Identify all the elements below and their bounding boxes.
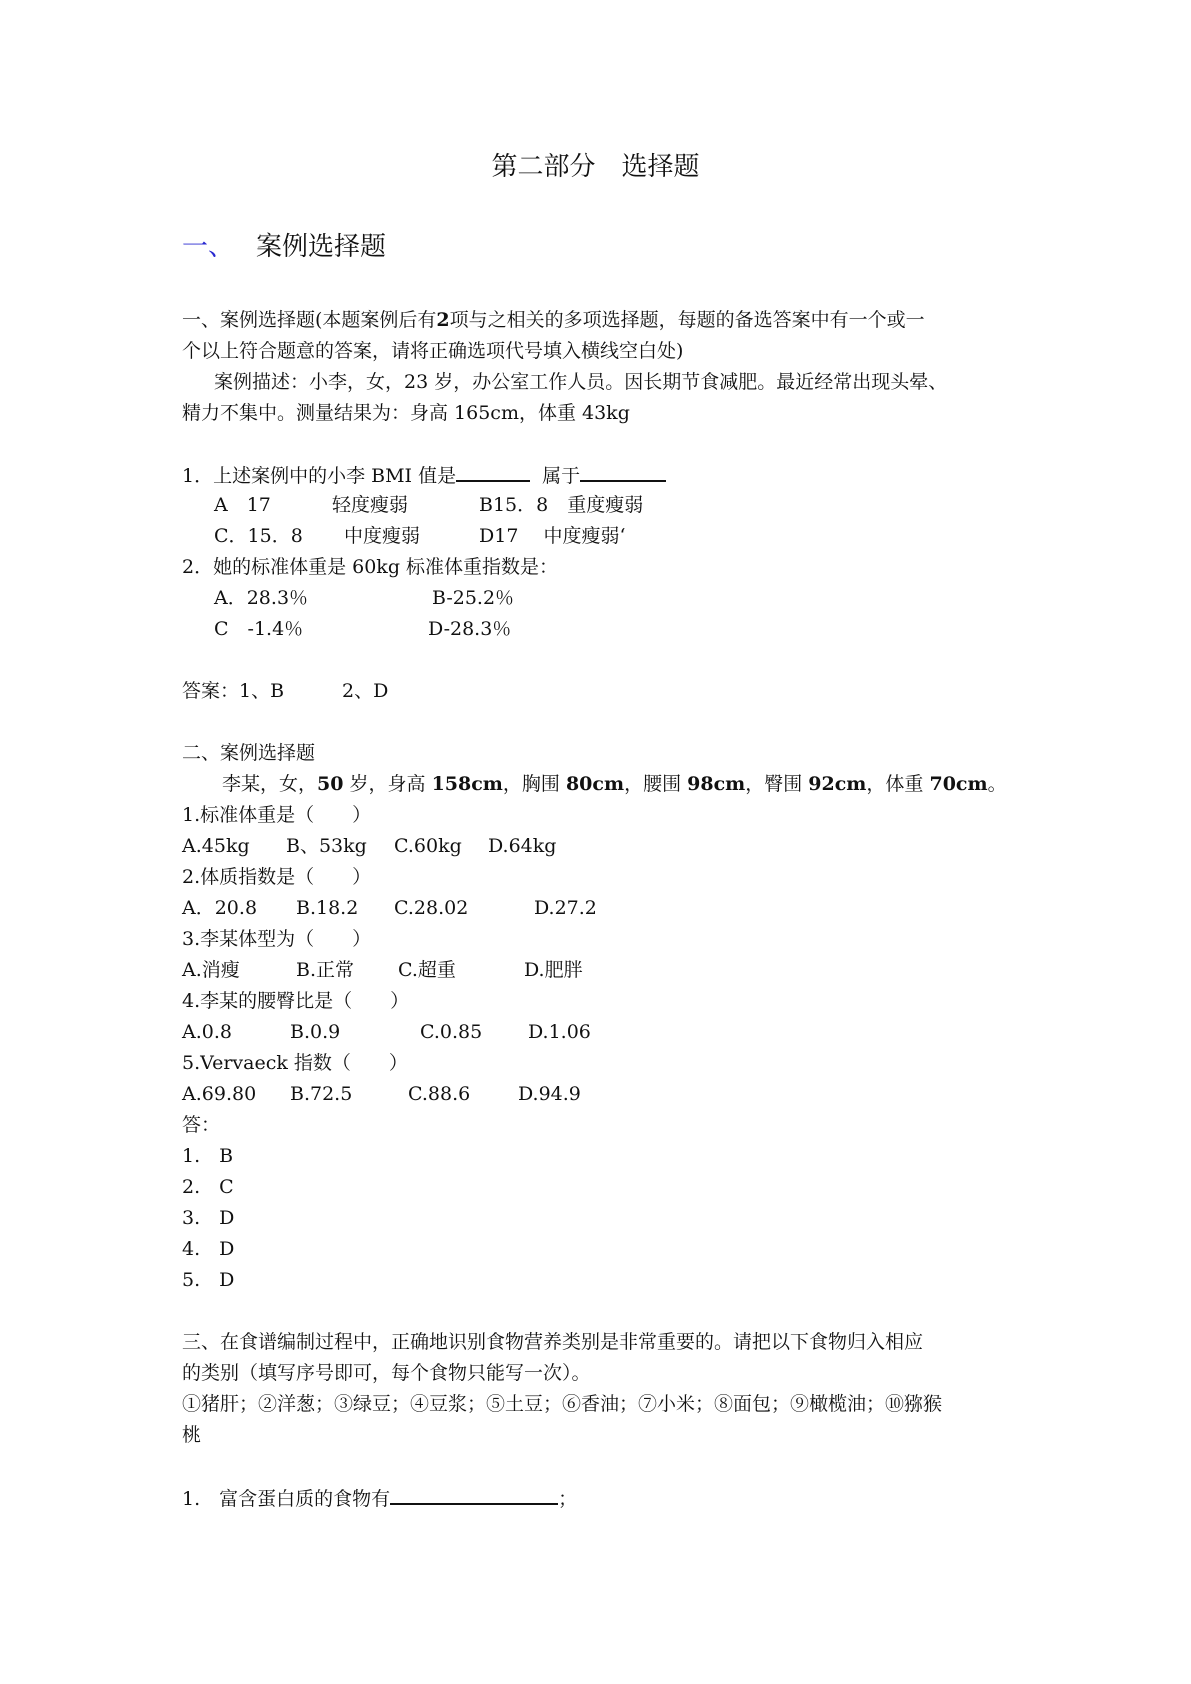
s2-answer-1: 1. B: [182, 1145, 234, 1167]
q1-line: 1．上述案例中的小李 BMI 值是 属于: [182, 460, 666, 490]
s2-answer-2: 2. C: [182, 1176, 234, 1198]
q1-blank-1: [456, 460, 530, 482]
s2-q2: 2.体质指数是（ ）: [182, 866, 372, 888]
intro-line-2: 个以上符合题意的答案，请将正确选项代号填入横线空白处): [182, 340, 684, 362]
q2-line: 2．她的标准体重是 60kg 标准体重指数是：: [182, 556, 559, 578]
s3-q1: 1. 富含蛋白质的食物有 ；: [182, 1483, 577, 1513]
case2-segment: 98cm: [687, 773, 746, 795]
section-3-line-4: 桃: [182, 1424, 202, 1446]
s2-answer-label: 答：: [182, 1114, 221, 1136]
case1-line-2: 精力不集中。测量结果为：身高 165cm，体重 43kg: [182, 402, 630, 424]
section-3-line-2: 的类别（填写序号即可，每个食物只能写一次）。: [182, 1362, 591, 1384]
case2-segment: ，腰围: [624, 773, 688, 795]
section-heading: [182, 230, 386, 264]
section-2-case: [222, 770, 1007, 798]
case2-segment: ，体重: [866, 773, 930, 795]
case2-segment: 80cm: [565, 773, 625, 795]
section-number: 一、: [182, 232, 235, 262]
page-title: 第二部分 选择题: [491, 152, 700, 182]
case2-segment: 李某，女，: [222, 773, 318, 795]
s2-answer-5: 5. D: [182, 1269, 235, 1291]
s2-q4: 4.李某的腰臀比是（ ）: [182, 990, 410, 1012]
case2-segment: 92cm: [808, 773, 867, 795]
case1-line-1: 案例描述：小李，女，23 岁，办公室工作人员。因长期节食减肥。最近经常出现头晕、: [214, 371, 948, 393]
case2-segment: ，胸围: [502, 773, 566, 795]
s2-q5: 5.Vervaeck 指数（ ）: [182, 1052, 408, 1074]
s2-answer-4: 4. D: [182, 1238, 235, 1260]
case2-segment: 岁，身高: [343, 773, 432, 795]
s3-q1-blank: [390, 1483, 558, 1505]
section-3-line-3: ①猪肝；②洋葱；③绿豆；④豆浆；⑤土豆；⑥香油；⑦小米；⑧面包；⑨橄榄油；⑩猕猴: [182, 1393, 943, 1415]
case2-segment: 。: [987, 773, 1007, 795]
case2-segment: ，臀围: [745, 773, 809, 795]
q1-blank-2: [580, 460, 666, 482]
case2-segment: 50: [317, 773, 344, 795]
document-page: 第二部分 选择题 一、 案例选择题 一、案例选择题(本题案例后有2项与之相关的多项选择题，每题的备选答案中有一个或一 个以上符合题意的答案，请将正确选项代号填入横线空白处) 案例描述：小李，女，23 岁，办公室工作人员。因长期节食减肥。最近经常出现头晕、 精力不集中。测量结果为：身高 165cm，体重 43kg 1．上述案例中的小李 BMI 值是 属于 A 17 轻度瘦弱 B15．8 重度瘦弱 C．15．8 中度瘦弱 D17 中度瘦弱‘ 2．她的标准体重是 60kg 标准体重指数是： A．28.3％ B-25.2％ C -1.4％ D-28.3％ 答案：1、B 2、D 二、案例选择题 李某，女，50 岁，身高 158cm，胸围 80cm，腰围 98cm，臀围 92cm，体重 70cm。 1.标准体重是（ ） A.45kg B、53kg C.60kg D.64kg 2.体质指数是（ ） A．20.8 B.18.2 C.28.02 D.27.2 3.李某体型为（ ） A.消瘦 B.正常 C.超重 D.肥胖 4.李某的腰臀比是（ ） A.0.8 B.0.9 C.0.85 D.1.06 5.Vervaeck 指数（ ） A.69.80 B.72.5 C.88.6 D.94.9 答： 1. B 2. C 3. D 4. D 5. D 三、在食谱编制过程中，正确地识别食物营养类别是非常重要的。请把以下食物归入相应 的类别（填写序号即可，每个食物只能写一次）。 ①猪肝；②洋葱；③绿豆；④豆浆；⑤土豆；⑥香油；⑦小米；⑧面包；⑨橄榄油；⑩猕猴 桃 1. 富含蛋白质的食物有 ；: [0, 0, 1191, 1684]
section-3-line-1: 三、在食谱编制过程中，正确地识别食物营养类别是非常重要的。请把以下食物归入相应: [182, 1331, 924, 1353]
case2-segment: 70cm: [929, 773, 988, 795]
section-2-title: 二、案例选择题: [182, 742, 316, 764]
s2-q1: 1.标准体重是（ ）: [182, 804, 372, 826]
section-label: 案例选择题: [256, 232, 387, 262]
case2-segment: 158cm: [431, 773, 503, 795]
intro-line-1: 一、案例选择题(本题案例后有2项与之相关的多项选择题，每题的备选答案中有一个或一: [182, 309, 925, 331]
s2-answer-3: 3. D: [182, 1207, 235, 1229]
s2-q3: 3.李某体型为（ ）: [182, 928, 372, 950]
